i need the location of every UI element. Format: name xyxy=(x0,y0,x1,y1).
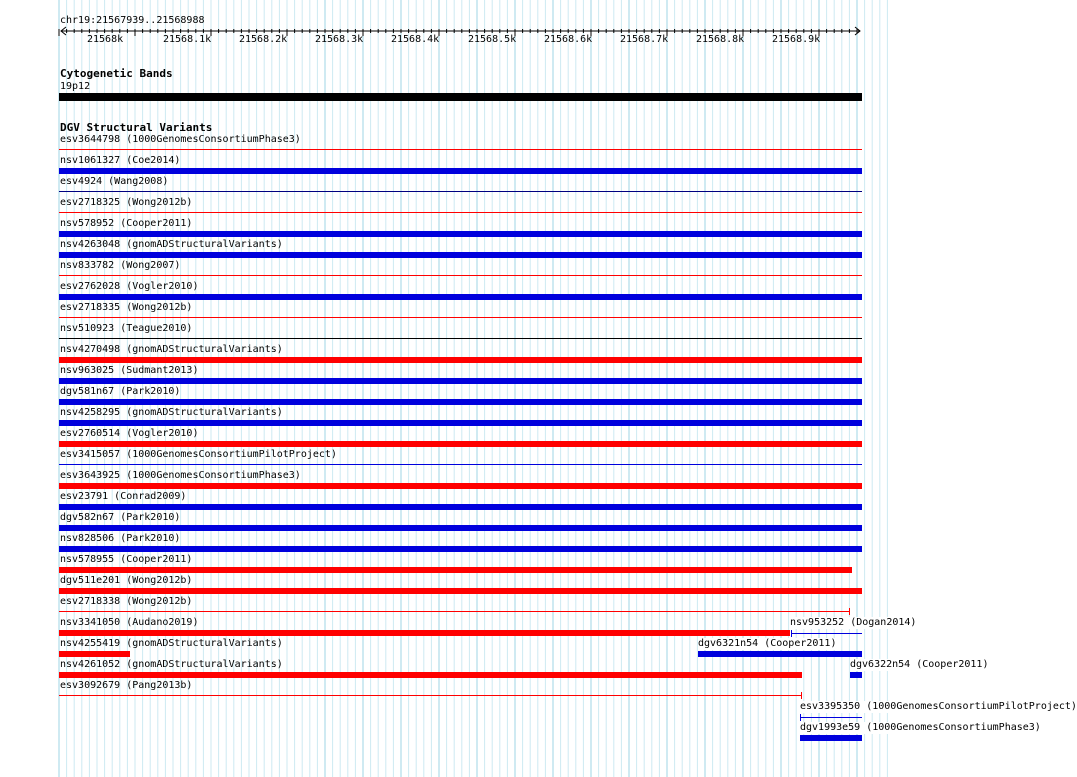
variant-label[interactable]: esv3643925 (1000GenomesConsortiumPhase3) xyxy=(60,470,301,481)
variant-label[interactable]: dgv582n67 (Park2010) xyxy=(60,512,181,523)
variant-feature[interactable] xyxy=(850,672,862,678)
variant-label[interactable]: esv2762028 (Vogler2010) xyxy=(60,281,199,292)
ruler-tick-label: 21568.2k xyxy=(239,34,288,45)
variant-label[interactable]: dgv511e201 (Wong2012b) xyxy=(60,575,193,586)
variant-label[interactable]: nsv3341050 (Audano2019) xyxy=(60,617,199,628)
variant-feature[interactable] xyxy=(800,735,862,741)
variant-feature[interactable] xyxy=(59,611,850,612)
variant-label[interactable]: nsv4258295 (gnomADStructuralVariants) xyxy=(60,407,283,418)
variant-label[interactable]: nsv4263048 (gnomADStructuralVariants) xyxy=(60,239,283,250)
variant-feature[interactable] xyxy=(59,378,862,384)
ruler-tick-label: 21568.4k xyxy=(391,34,440,45)
ruler-tick-label: 21568.3k xyxy=(315,34,364,45)
dgv-track-title: DGV Structural Variants xyxy=(60,121,213,134)
variant-feature[interactable] xyxy=(59,275,862,276)
variant-label[interactable]: nsv828506 (Park2010) xyxy=(60,533,181,544)
variant-feature[interactable] xyxy=(59,317,862,318)
variant-label[interactable]: esv3644798 (1000GenomesConsortiumPhase3) xyxy=(60,134,301,145)
variant-label[interactable]: esv3092679 (Pang2013b) xyxy=(60,680,193,691)
ruler-axis[interactable] xyxy=(0,24,890,36)
variant-feature[interactable] xyxy=(59,672,802,678)
variant-label[interactable]: nsv578952 (Cooper2011) xyxy=(60,218,193,229)
variant-feature[interactable] xyxy=(59,338,862,339)
variant-label[interactable]: nsv953252 (Dogan2014) xyxy=(790,617,917,628)
ruler-position-label: chr19:21567939..21568988 xyxy=(60,15,205,26)
variant-feature[interactable] xyxy=(59,588,862,594)
variant-feature[interactable] xyxy=(59,441,862,447)
ruler-tick-label: 21568k xyxy=(87,34,124,45)
variant-feature[interactable] xyxy=(59,149,862,150)
variant-label[interactable]: nsv578955 (Cooper2011) xyxy=(60,554,193,565)
variant-label[interactable]: dgv6322n54 (Cooper2011) xyxy=(850,659,989,670)
cytoband-label: 19p12 xyxy=(60,81,91,92)
variant-label[interactable]: nsv510923 (Teague2010) xyxy=(60,323,193,334)
variant-label[interactable]: esv23791 (Conrad2009) xyxy=(60,491,187,502)
variant-feature[interactable] xyxy=(59,464,862,465)
variant-label[interactable]: nsv4270498 (gnomADStructuralVariants) xyxy=(60,344,283,355)
variant-end-cap xyxy=(800,714,801,721)
variant-feature[interactable] xyxy=(59,630,790,636)
variant-feature[interactable] xyxy=(59,420,862,426)
variant-feature[interactable] xyxy=(59,252,862,258)
variant-end-cap xyxy=(849,608,850,615)
variant-label[interactable]: nsv963025 (Sudmant2013) xyxy=(60,365,199,376)
variant-label[interactable]: dgv1993e59 (1000GenomesConsortiumPhase3) xyxy=(800,722,1041,733)
variant-feature[interactable] xyxy=(59,651,130,657)
variant-feature[interactable] xyxy=(59,191,862,192)
ruler-tick-label: 21568.9k xyxy=(772,34,821,45)
variant-feature[interactable] xyxy=(59,168,862,174)
cytobands-track-title: Cytogenetic Bands xyxy=(60,67,173,80)
ruler-tick-label: 21568.7k xyxy=(620,34,669,45)
variant-feature[interactable] xyxy=(59,567,852,573)
variant-label[interactable]: dgv6321n54 (Cooper2011) xyxy=(698,638,837,649)
ruler-tick-label: 21568.5k xyxy=(468,34,517,45)
ruler-tick-label: 21568.1k xyxy=(163,34,212,45)
variant-label[interactable]: esv2718325 (Wong2012b) xyxy=(60,197,193,208)
variant-label[interactable]: esv2718338 (Wong2012b) xyxy=(60,596,193,607)
variant-feature[interactable] xyxy=(59,504,862,510)
cytoband-19p12[interactable] xyxy=(59,93,862,101)
variant-feature[interactable] xyxy=(791,633,862,634)
variant-end-cap xyxy=(801,692,802,699)
variant-feature[interactable] xyxy=(59,357,862,363)
variant-feature[interactable] xyxy=(800,717,862,718)
variant-feature[interactable] xyxy=(59,525,862,531)
variant-feature[interactable] xyxy=(59,483,862,489)
variant-label[interactable]: nsv1061327 (Coe2014) xyxy=(60,155,181,166)
variant-feature[interactable] xyxy=(59,294,862,300)
variant-label[interactable]: nsv4255419 (gnomADStructuralVariants) xyxy=(60,638,283,649)
variant-end-cap xyxy=(791,630,792,637)
variant-label[interactable]: esv3395350 (1000GenomesConsortiumPilotProject) xyxy=(800,701,1077,712)
variant-label[interactable]: esv2718335 (Wong2012b) xyxy=(60,302,193,313)
variant-label[interactable]: esv4924 (Wang2008) xyxy=(60,176,169,187)
variant-feature[interactable] xyxy=(698,651,862,657)
variant-feature[interactable] xyxy=(59,231,862,237)
variant-feature[interactable] xyxy=(59,399,862,405)
variant-feature[interactable] xyxy=(59,212,862,213)
ruler-tick-label: 21568.6k xyxy=(544,34,593,45)
variant-feature[interactable] xyxy=(59,546,862,552)
variant-label[interactable]: esv3415057 (1000GenomesConsortiumPilotProject) xyxy=(60,449,337,460)
variant-label[interactable]: nsv4261052 (gnomADStructuralVariants) xyxy=(60,659,283,670)
variant-label[interactable]: nsv833782 (Wong2007) xyxy=(60,260,181,271)
ruler-tick-label: 21568.8k xyxy=(696,34,745,45)
variant-feature[interactable] xyxy=(59,695,802,696)
variant-label[interactable]: esv2760514 (Vogler2010) xyxy=(60,428,199,439)
variant-label[interactable]: dgv581n67 (Park2010) xyxy=(60,386,181,397)
